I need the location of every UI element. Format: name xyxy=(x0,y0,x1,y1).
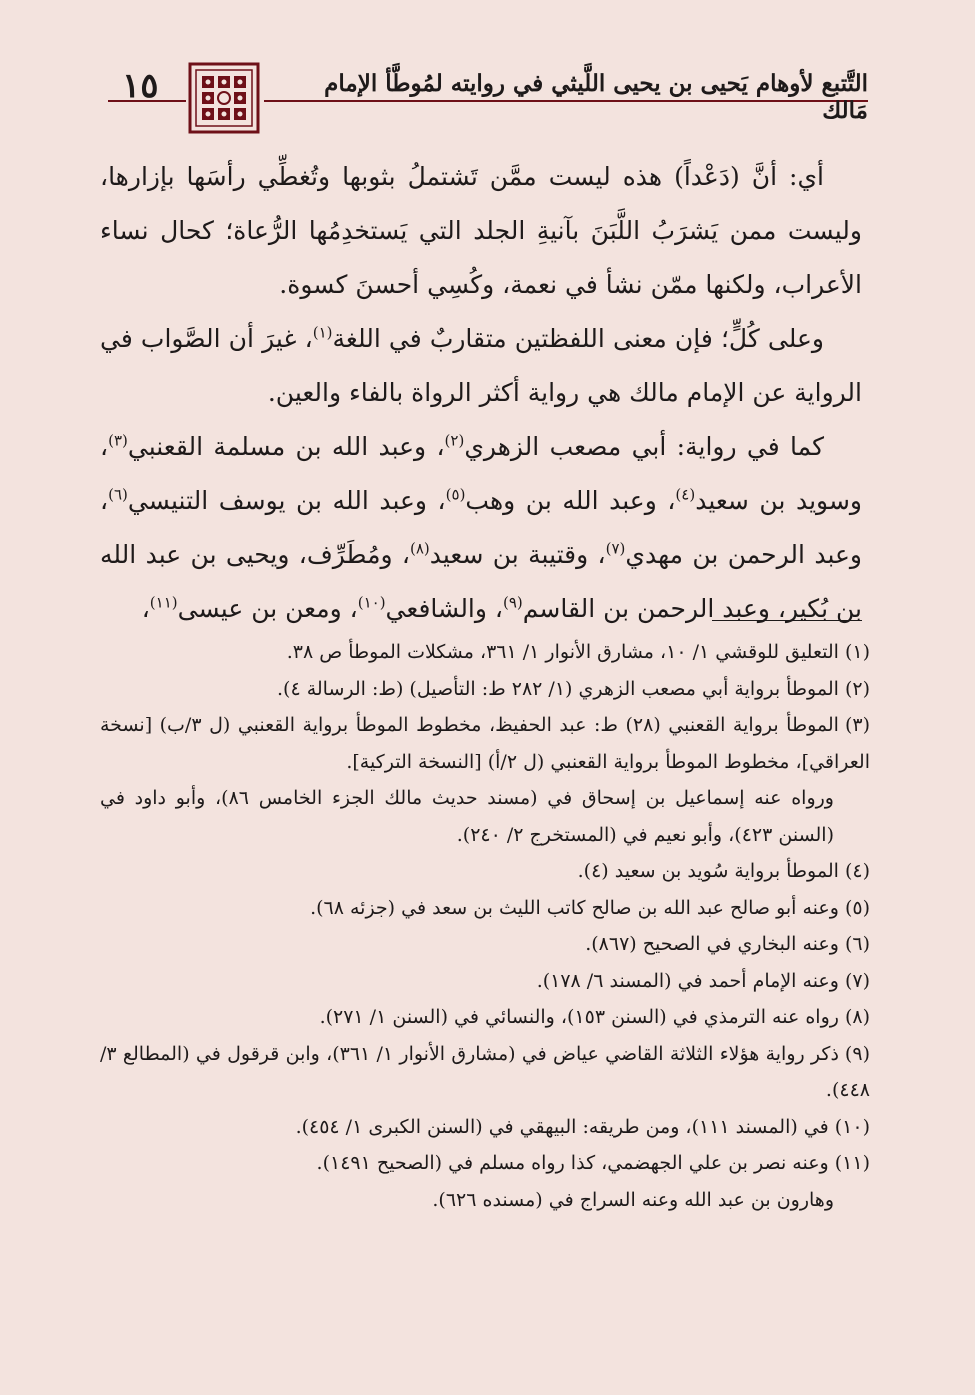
footnote-text: وعنه نصر بن علي الجهضمي، كذا رواه مسلم في (الصحيح ١٤٩١). xyxy=(316,1152,829,1174)
footnote-number: (٣) xyxy=(844,714,871,736)
paragraph-3-segment: ، وعبد الله بن يوسف التنيسي xyxy=(127,486,446,515)
footnote xyxy=(100,999,870,1036)
footnote xyxy=(100,890,870,927)
footnote-text: وعنه البخاري في الصحيح (٨٦٧). xyxy=(585,933,839,955)
footnote xyxy=(100,1109,870,1146)
footnote-ref-1: (١) xyxy=(312,323,333,342)
ornament-icon xyxy=(188,62,260,134)
footnote-ref: (٦) xyxy=(108,485,128,504)
footnote-ref: (٥) xyxy=(445,485,466,504)
footnote xyxy=(100,1182,870,1219)
paragraph-3-segment: ، وسويد بن سعيد xyxy=(100,432,862,515)
footnote-number: (٥) xyxy=(844,896,870,919)
footnote-text: وعنه الإمام أحمد في (المسند ٦/ ١٧٨). xyxy=(536,969,839,992)
footnote xyxy=(100,926,870,963)
footnote xyxy=(100,1145,870,1182)
paragraph-3-segment: ، والشافعي xyxy=(385,594,503,623)
footnote xyxy=(100,707,870,780)
footnote xyxy=(100,1036,870,1109)
paragraph-2-part-b: ، غيرَ أن الصَّواب في الرواية عن الإمام مالك هي رواية أكثر الرواة بالفاء والعين. xyxy=(100,324,862,407)
paragraph-3-segment: ، ومعن بن عيسى xyxy=(177,594,358,623)
footnote-ref: (٨) xyxy=(409,539,430,558)
footnote-ref: (١١) xyxy=(149,593,178,612)
footnote-number: (١٠) xyxy=(834,1115,870,1138)
page-number: ١٥ xyxy=(122,66,159,106)
footnote-text: الموطأ برواية أبي مصعب الزهري (١/ ٢٨٢ ط: التأصيل) (ط: الرسالة ٤). xyxy=(277,677,839,700)
footnote-ref: (١٠) xyxy=(357,593,386,612)
paragraph-2-part-a: وعلى كُلٍّ؛ فإن معنى اللفظتين متقاربٌ في اللغة xyxy=(332,324,824,353)
footnote-ref: (٧) xyxy=(605,539,626,558)
paragraph-3-segment: ، xyxy=(141,594,150,623)
footnote-text: التعليق للوقشي ١/ ١٠، مشارق الأنوار ١/ ٣٦١، مشكلات الموطأ ص ٣٨. xyxy=(286,641,839,663)
paragraph-3-segment: كما في رواية: أبي مصعب الزهري xyxy=(464,432,824,461)
footnote-number: (٢) xyxy=(844,677,870,700)
footnote-text: وعنه أبو صالح عبد الله بن صالح كاتب الليث بن سعد في (جزئه ٦٨). xyxy=(310,896,839,919)
paragraph-3-segment: ، وعبد الله بن وهب xyxy=(465,486,676,515)
paragraph-1: أي: أنَّ (دَعْداً) هذه ليست ممَّن تَشتملُ بثوبها وتُغطِّي رأسَها بإزارها، وليست ممن يَشرَبُ اللَّبَنَ بآنيةِ الجلد التي يَستخدِمُها الرُّعاة؛ كحال نساء الأعراب، ولكنها ممّن نشأ في نعمة، وكُسِي أحسنَ كسوة. xyxy=(100,162,862,299)
footnote-ref: (٣) xyxy=(108,431,128,450)
footnote-text: ورواه عنه إسماعيل بن إسحاق في (مسند حديث مالك الجزء الخامس ٨٦)، وأبو داود في (السنن ٤٢٣)، وأبو نعيم في (المستخرج ٢/ ٢٤٠). xyxy=(100,787,834,846)
paragraph-3-segment: ، ومُطَرِّف، ويحيى بن عبد الله بن بُكير، وعبد الرحمن بن القاسم xyxy=(100,540,862,623)
footnote-text: الموطأ برواية القعنبي (٢٨) ط: عبد الحفيظ، مخطوط الموطأ برواية القعنبي (ل ٣/ب) [نسخة العراقي]، مخطوط الموطأ برواية القعنبي (ل ٢/أ) [النسخة التركية]. xyxy=(100,714,870,773)
paragraph-2 xyxy=(100,312,862,420)
footnote-number: (١١) xyxy=(834,1152,870,1174)
footnote-ref: (٢) xyxy=(444,431,465,450)
footnote xyxy=(100,671,870,708)
paragraph-3 xyxy=(100,420,862,636)
footnote-number: (٩) xyxy=(844,1042,870,1065)
footnote-text: وهارون بن عبد الله وعنه السراج في (مسنده ٦٢٦). xyxy=(432,1188,834,1211)
paragraph-3-segment: ، وعبد الله بن مسلمة القعنبي xyxy=(127,432,445,461)
running-title: التَّتبع لأوهام يَحيى بن يحيى اللَّيثي في روايته لمُوطَّأ الإمام مَالك xyxy=(324,70,868,124)
footnote-text: رواه عنه الترمذي في (السنن ١٥٣)، والنسائي في (السنن ١/ ٢٧١). xyxy=(319,1006,839,1028)
footnote-text: ذكر رواية هؤلاء الثلاثة القاضي عياض في (مشارق الأنوار ١/ ٣٦١)، وابن قرقول في (المطالع ٣/ ٤٤٨). xyxy=(100,1042,870,1101)
footnote-text: الموطأ برواية سُويد بن سعيد (٤). xyxy=(577,860,839,882)
footnote-ref: (٩) xyxy=(502,593,523,612)
footnote xyxy=(100,963,870,1000)
footnote-number: (٤) xyxy=(844,860,870,882)
page-header xyxy=(108,62,868,134)
footnote xyxy=(100,634,870,671)
main-text xyxy=(100,150,862,636)
footnote xyxy=(100,780,870,853)
footnote xyxy=(100,853,870,890)
footnote-divider xyxy=(712,620,862,621)
header-rule-left xyxy=(108,100,186,102)
footnote-number: (٧) xyxy=(844,969,870,992)
footnote-number: (٨) xyxy=(844,1006,870,1028)
footnote-number: (١) xyxy=(844,641,870,663)
paragraph-3-segment: ، وعبد الرحمن بن مهدي xyxy=(100,486,862,569)
paragraph-3-segment: ، وقتيبة بن سعيد xyxy=(429,540,606,569)
footnote-text: في (المسند ١١١)، ومن طريقه: البيهقي في (السنن الكبرى ١/ ٤٥٤). xyxy=(295,1115,829,1138)
footnote-ref: (٤) xyxy=(675,485,696,504)
footnote-number: (٦) xyxy=(844,933,870,955)
footnotes xyxy=(100,634,870,1218)
